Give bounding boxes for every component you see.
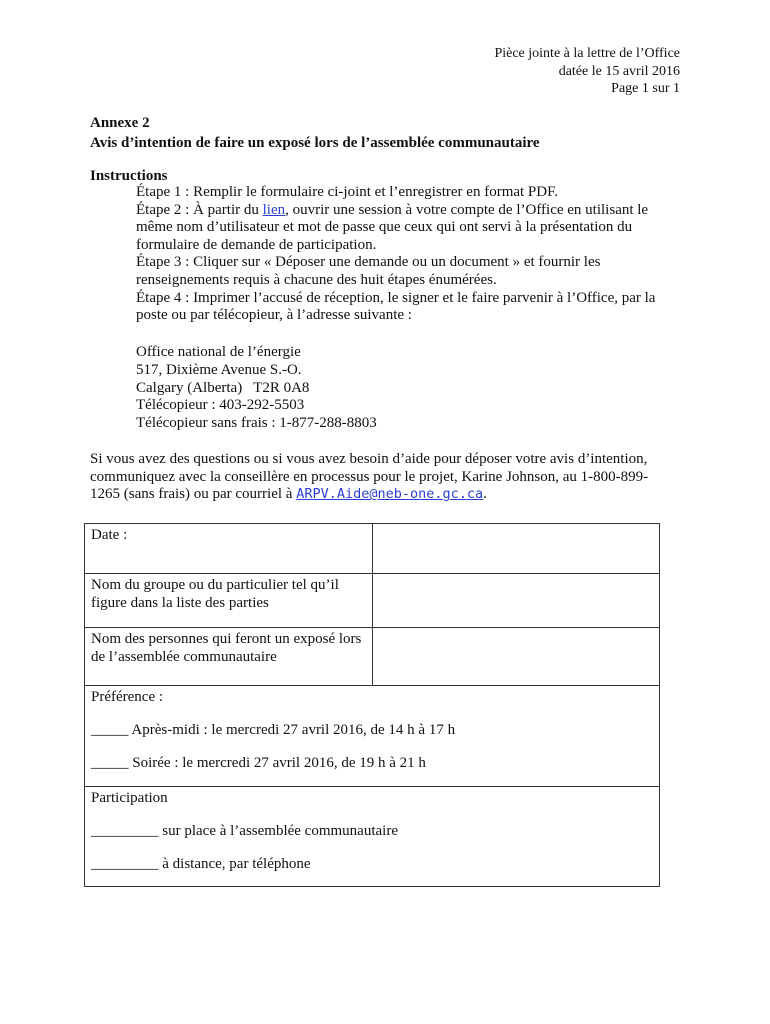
form-row-preference [85,686,660,787]
participation-form [84,523,660,887]
address-city: Calgary (Alberta) T2R 0A8 [136,379,310,396]
address-tollfree-fax: Télécopieur sans frais : 1-877-288-8803 [136,415,377,432]
help-end: . [483,486,487,503]
step-2-text-end: , ouvrir une session à votre compte de l’Office en utilisant le même nom d’utilisateur et mot de passe que ceux qui ont servi à la présentation du formulaire de demande de participation. [136,201,649,253]
email-link[interactable]: ARPV.Aide@neb-one.gc.ca [296,486,484,503]
participation-cell [85,787,660,887]
step-2-text-start: Étape 2 : À partir du [136,201,263,218]
instruction-steps [136,184,676,325]
address-street: 517, Dixième Avenue S.-O. [136,361,302,378]
step-3: Étape 3 : Cliquer sur « Déposer une demande ou un document » et fournir les renseignements requis à chacune des huit étapes énumérées. [136,254,601,288]
preference-cell [85,686,660,787]
portal-link[interactable]: lien [262,201,286,218]
help-paragraph [90,451,670,504]
header-attachment: Pièce jointe à la lettre de l’Office [494,46,680,61]
annex-label: Annexe 2 [90,115,150,131]
participation-remote-option[interactable]: _________ à distance, par téléphone [91,856,311,872]
persons-field[interactable] [373,628,660,686]
form-row-persons [85,628,660,686]
instructions-heading: Instructions [90,168,168,184]
document-title: Avis d’intention de faire un exposé lors de l’assemblée communautaire [90,135,540,151]
preference-evening-option[interactable]: _____ Soirée : le mercredi 27 avril 2016, de 19 h à 21 h [91,755,426,771]
form-row-participation [85,787,660,887]
date-field[interactable] [373,524,660,574]
preference-label: Préférence : [91,689,164,705]
form-row-date [85,524,660,574]
participation-onsite-option[interactable]: _________ sur place à l’assemblée communautaire [91,823,398,839]
persons-label: Nom des personnes qui feront un exposé lors de l’assemblée communautaire [85,628,373,686]
group-label: Nom du groupe ou du particulier tel qu’il figure dans la liste des parties [85,574,373,628]
step-1: Étape 1 : Remplir le formulaire ci-joint et l’enregistrer en format PDF. [136,184,558,200]
step-4: Étape 4 : Imprimer l’accusé de réception, le signer et le faire parvenir à l’Office, par la poste ou par télécopieur, à l’adresse suivante : [136,289,656,324]
help-text: Si vous avez des questions ou si vous avez besoin d’aide pour déposer votre avis d’intention, communiquez avec la conseillère en processus pour le projet, Karine Johnson, au 1-800-899-1265 (sans frais) ou par courriel à [90,451,649,503]
participation-label: Participation [91,790,168,806]
header-date: datée le 15 avril 2016 [558,63,680,79]
form-row-group [85,574,660,628]
preference-afternoon-option[interactable]: _____ Après-midi : le mercredi 27 avril 2016, de 14 h à 17 h [91,722,456,738]
address-org: Office national de l’énergie [136,344,301,360]
date-label: Date : [85,524,373,574]
page-header [494,45,680,98]
address-fax: Télécopieur : 403-292-5503 [136,397,305,414]
mailing-address [136,344,377,433]
step-2 [136,202,676,255]
group-field[interactable] [373,574,660,628]
header-page-number: Page 1 sur 1 [611,81,680,96]
